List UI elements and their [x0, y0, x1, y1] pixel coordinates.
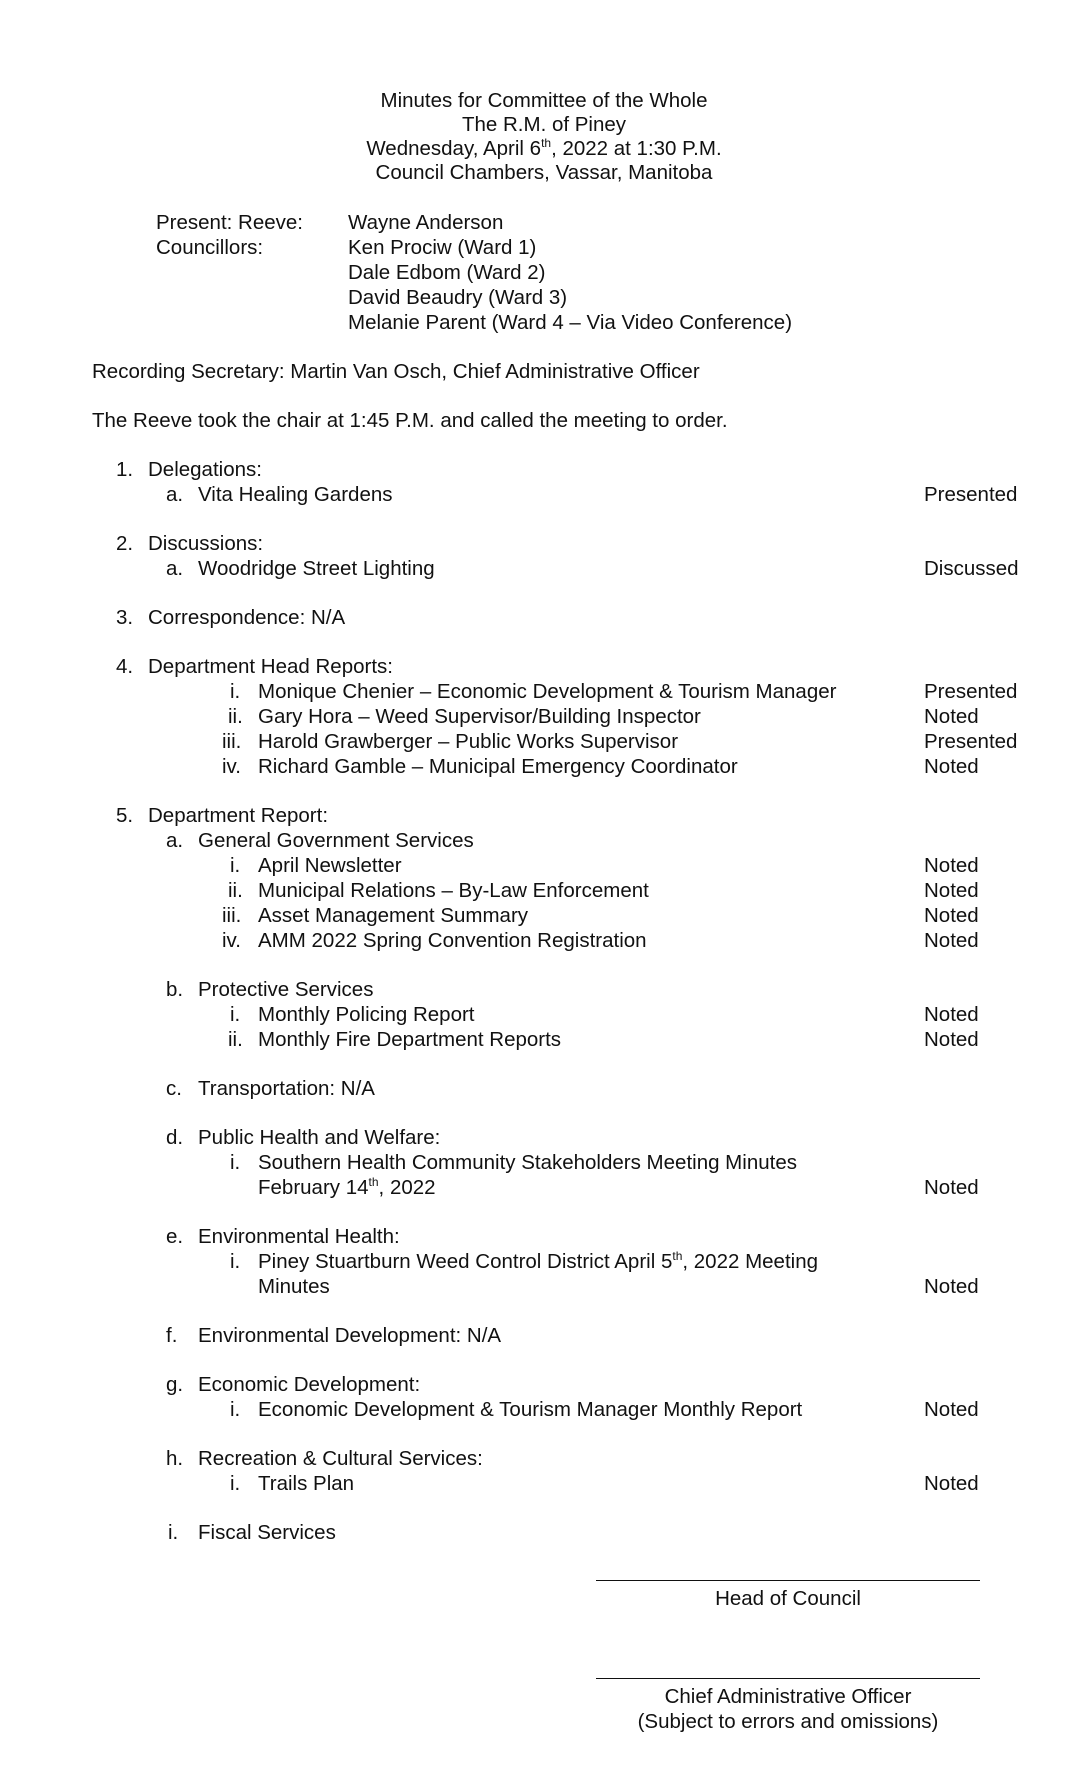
sub-marker: iv. — [222, 755, 241, 778]
section-heading: Transportation: N/A — [198, 1077, 375, 1100]
sub-item: Gary Hora – Weed Supervisor/Building Inspector — [258, 705, 701, 728]
sub-marker: iii. — [222, 730, 242, 753]
sub-item: April Newsletter — [258, 854, 402, 877]
sub-item: Municipal Relations – By-Law Enforcement — [258, 879, 649, 902]
meeting-location: Council Chambers, Vassar, Manitoba — [375, 161, 713, 184]
item-number: 5. — [116, 804, 134, 827]
item-number: 3. — [116, 606, 134, 629]
section-marker: d. — [166, 1126, 184, 1149]
section-marker: a. — [166, 829, 184, 852]
sub-marker: i. — [230, 854, 241, 877]
item-heading: Correspondence: N/A — [148, 606, 346, 629]
sub-item: Monthly Policing Report — [258, 1003, 475, 1026]
reeve-label: Present: Reeve: — [156, 211, 303, 234]
sub-marker: i. — [230, 1472, 241, 1495]
item-heading: Discussions: — [148, 532, 264, 555]
sub-item: Asset Management Summary — [258, 904, 529, 927]
section-heading: Fiscal Services — [198, 1521, 336, 1544]
item-status: Noted — [924, 1472, 979, 1495]
sub-marker: i. — [230, 1003, 241, 1026]
sub-item: Trails Plan — [258, 1472, 355, 1495]
sub-item: Monthly Fire Department Reports — [258, 1028, 562, 1051]
section-heading: Protective Services — [198, 978, 374, 1001]
section-heading: Environmental Development: N/A — [198, 1324, 502, 1347]
councillor: Melanie Parent (Ward 4 – Via Video Conference) — [348, 311, 793, 334]
doc-title: Minutes for Committee of the Whole — [380, 89, 708, 112]
item-status: Presented — [924, 730, 1018, 753]
sub-item: Monique Chenier – Economic Development & Tourism Manager — [258, 680, 837, 703]
item-heading: Department Head Reports: — [148, 655, 393, 678]
sub-marker: i. — [230, 1398, 241, 1421]
sub-item: Piney Stuartburn Weed Control District April 5th, 2022 Meeting — [258, 1249, 818, 1273]
councillor: David Beaudry (Ward 3) — [348, 286, 568, 309]
section-marker: f. — [166, 1324, 178, 1347]
section-heading: Economic Development: — [198, 1373, 421, 1396]
item-status: Noted — [924, 705, 979, 728]
cao-label: Chief Administrative Officer — [664, 1685, 912, 1708]
section-marker: h. — [166, 1447, 184, 1470]
sub-marker: i. — [230, 680, 241, 703]
sub-item: Harold Grawberger – Public Works Supervisor — [258, 730, 679, 753]
municipality-name: The R.M. of Piney — [461, 113, 627, 136]
item-number: 1. — [116, 458, 134, 481]
sub-item: Southern Health Community Stakeholders Meeting Minutes — [258, 1151, 797, 1174]
sub-marker: iv. — [222, 929, 241, 952]
councillor: Ken Prociw (Ward 1) — [348, 236, 537, 259]
sub-marker: ii. — [228, 705, 243, 728]
item-status: Noted — [924, 879, 979, 902]
section-heading: Public Health and Welfare: — [198, 1126, 441, 1149]
sub-item: Economic Development & Tourism Manager Monthly Report — [258, 1398, 803, 1421]
councillor: Dale Edbom (Ward 2) — [348, 261, 546, 284]
item-number: 4. — [116, 655, 134, 678]
sub-item: Vita Healing Gardens — [198, 483, 393, 506]
item-status: Noted — [924, 1398, 979, 1421]
meeting-date: Wednesday, April 6th, 2022 at 1:30 P.M. — [366, 136, 722, 160]
item-status: Noted — [924, 904, 979, 927]
item-status: Noted — [924, 755, 979, 778]
sub-marker: ii. — [228, 1028, 243, 1051]
sub-marker: ii. — [228, 879, 243, 902]
section-marker: c. — [166, 1077, 182, 1100]
item-status: Noted — [924, 1028, 979, 1051]
signature-line — [596, 1678, 980, 1679]
reeve-name: Wayne Anderson — [348, 211, 504, 234]
sub-item-continued: Minutes — [258, 1275, 330, 1298]
section-heading: General Government Services — [198, 829, 474, 852]
signature-line — [596, 1580, 980, 1581]
councillors-label: Councillors: — [156, 236, 264, 259]
item-status: Noted — [924, 1176, 979, 1199]
item-heading: Delegations: — [148, 458, 262, 481]
item-number: 2. — [116, 532, 134, 555]
sub-marker: iii. — [222, 904, 242, 927]
section-heading: Recreation & Cultural Services: — [198, 1447, 483, 1470]
item-status: Presented — [924, 483, 1018, 506]
sub-item-continued: February 14th, 2022 — [258, 1175, 436, 1199]
sub-marker: a. — [166, 483, 184, 506]
sub-item: AMM 2022 Spring Convention Registration — [258, 929, 647, 952]
disclaimer: (Subject to errors and omissions) — [637, 1710, 939, 1733]
section-marker: g. — [166, 1373, 184, 1396]
item-status: Noted — [924, 854, 979, 877]
sub-marker: i. — [230, 1151, 241, 1174]
section-marker: b. — [166, 978, 184, 1001]
recording-secretary: Recording Secretary: Martin Van Osch, Chief Administrative Officer — [92, 360, 700, 383]
item-heading: Department Report: — [148, 804, 329, 827]
section-marker: i. — [168, 1521, 179, 1544]
call-to-order: The Reeve took the chair at 1:45 P.M. and called the meeting to order. — [92, 409, 728, 432]
sub-marker: a. — [166, 557, 184, 580]
head-of-council-label: Head of Council — [715, 1587, 861, 1610]
item-status: Discussed — [924, 557, 1019, 580]
item-status: Noted — [924, 1275, 979, 1298]
sub-item: Woodridge Street Lighting — [198, 557, 435, 580]
sub-item: Richard Gamble – Municipal Emergency Coordinator — [258, 755, 738, 778]
sub-marker: i. — [230, 1250, 241, 1273]
section-marker: e. — [166, 1225, 184, 1248]
item-status: Noted — [924, 1003, 979, 1026]
section-heading: Environmental Health: — [198, 1225, 400, 1248]
item-status: Presented — [924, 680, 1018, 703]
item-status: Noted — [924, 929, 979, 952]
